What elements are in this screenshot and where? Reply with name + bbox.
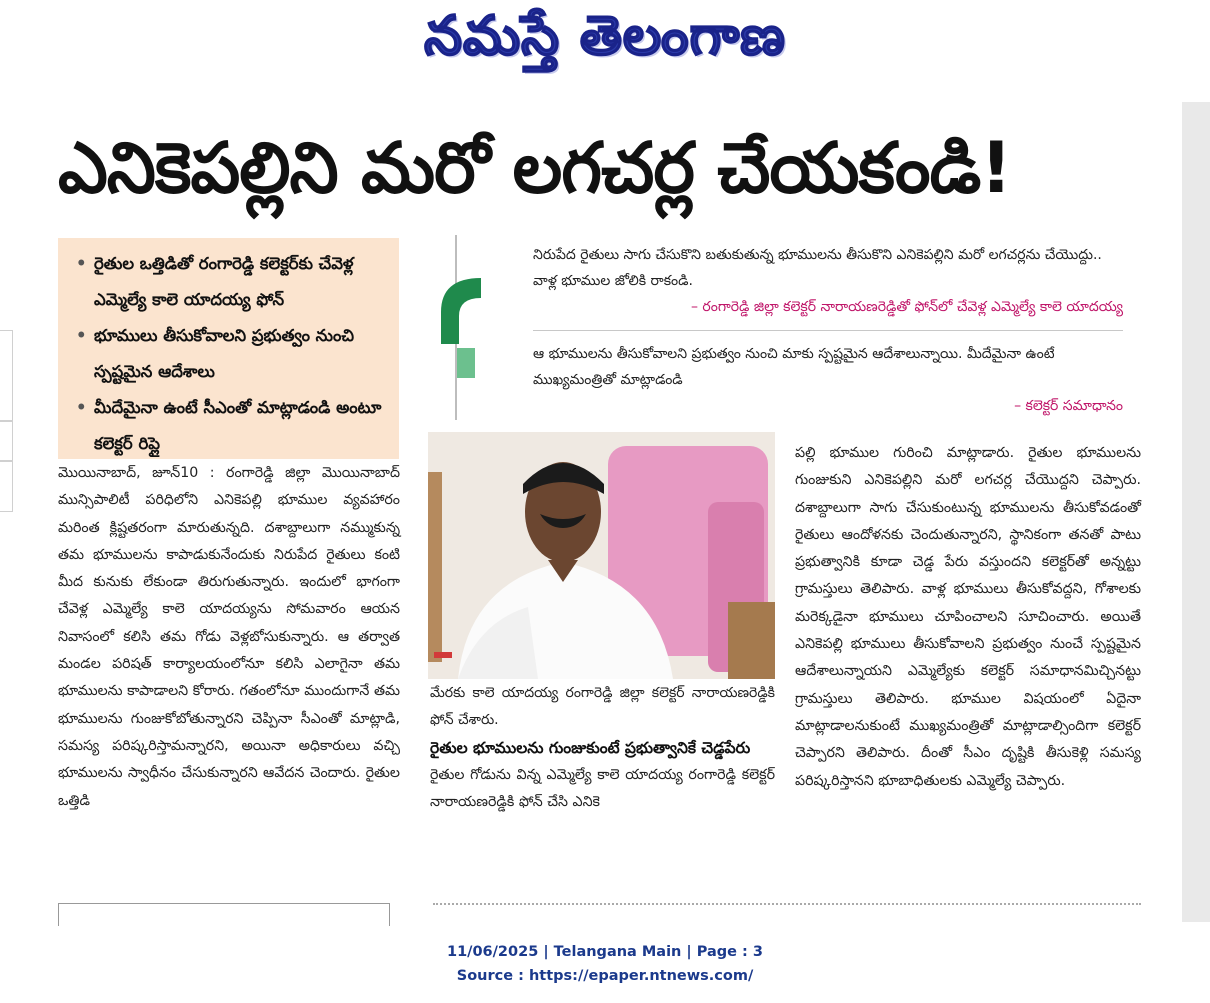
- bullet-icon: •: [76, 326, 87, 345]
- quote-area: [533, 242, 1123, 419]
- quote-mark-icon: [437, 272, 487, 382]
- footer-date-line: 11/06/2025 | Telangana Main | Page : 3: [446, 944, 763, 960]
- summary-text: రైతుల ఒత్తిడితో రంగారెడ్డి కలెక్టర్‌కు చేవెళ్ల ఎమ్మెల్యే కాలె యాదయ్య ఫోన్: [94, 254, 354, 309]
- quote-attribution: – రంగారెడ్డి జిల్లా కలెక్టర్ నారాయణరెడ్డితో ఫోన్‌లో చేవెళ్ల ఎమ్మెల్యే కాలె యాదయ్య: [690, 299, 1123, 315]
- summary-item: [76, 390, 389, 462]
- adjacent-box: [0, 420, 13, 462]
- page-footer: [0, 940, 1210, 988]
- adjacent-box: [0, 330, 13, 422]
- article-text: మొయినాబాద్, జూన్10 : రంగారెడ్డి జిల్లా మొయినాబాద్ మున్సిపాలిటీ పరిధిలోని ఎనికెపల్లి భూముల వ్యవహారం మరింత క్లిష్టతరంగా మారుతున్నది. దశాబ్దాలుగా నమ్ముకున్న తమ భూములను కాపాడుకునేందుకు నిరుపేద రైతులు కంటి మీద కునుకు లేకుండా తిరుగుతున్నారు. ఇందులో భాగంగా చేవెళ్ల ఎమ్మెల్యే కాలె యాదయ్యను సోమవారం ఆయన నివాసంలో కలిసి తమ గోడు వెళ్లబోసుకున్నారు. ఆ తర్వాత మండల పరిషత్ కార్యాలయంలోనూ కలిసి ఎలాగైనా తమ భూములను కాపాడాలని కోరారు. గతంలోనూ ముందుగానే తమ భూములను గుంజుకోబోతున్నారని చెప్పినా సీఎంతో మాట్లాడి, సమస్య పరిష్కరిస్తామన్నారని, అయినా అధికారులు వచ్చి భూములను స్వాధీనం చేసుకున్నారని ఆవేదన చెందారు. రైతుల ఒత్తిడి: [58, 465, 400, 809]
- quote-text: నిరుపేద రైతులు సాగు చేసుకొని బతుకుతున్న భూములను తీసుకొని ఎనికెపల్లిని మరో లగచర్లను చేయొద్దు.. వాళ్ల భూముల జోలికి రాకండి.: [533, 247, 1102, 289]
- article-column-right: [795, 440, 1141, 795]
- summary-item: [76, 318, 389, 390]
- summary-box: [58, 238, 399, 459]
- article-column-middle: [430, 680, 775, 817]
- adjacent-article-strip: [0, 230, 12, 910]
- quote-attribution: – కలెక్టర్ సమాధానం: [1014, 398, 1123, 414]
- quote-separator: [533, 330, 1123, 331]
- dotted-rule: [433, 903, 1141, 909]
- article-photo: [428, 432, 775, 679]
- summary-text: మీదేమైనా ఉంటే సీఎంతో మాట్లాడండి అంటూ కలెక్టర్ రిప్లై: [94, 398, 382, 453]
- article-text: రైతుల గోడును విన్న ఎమ్మెల్యే కాలె యాదయ్య రంగారెడ్డి కలెక్టర్ నారాయణరెడ్డికి ఫోన్ చేసి ఎనికె: [430, 767, 775, 811]
- masthead: [0, 0, 1210, 80]
- bullet-icon: •: [76, 254, 87, 273]
- footer-source-line: Source : https://epaper.ntnews.com/: [456, 968, 754, 984]
- subheading: రైతుల భూములను గుంజుకుంటే ప్రభుత్వానికే చెడ్డపేరు: [430, 739, 751, 757]
- quote-text: ఆ భూములను తీసుకోవాలని ప్రభుత్వం నుంచి మాకు స్పష్టమైన ఆదేశాలున్నాయి. మీదేమైనా ఉంటే ముఖ్యమంత్రితో మాట్లాడండి: [533, 346, 1055, 388]
- page-edge: [1182, 102, 1210, 922]
- article-column-left: [58, 460, 400, 815]
- article-text: పల్లి భూముల గురించి మాట్లాడారు. రైతుల భూములను గుంజుకుని ఎనికెపల్లిని మరో లగచర్ల చేయొద్దని చెప్పారు. దశాబ్దాలుగా సాగు చేసుకుంటున్న భూములను తీసుకోవడంతో రైతులు ఆందోళనకు చెందుతున్నారని, స్థానికంగా తనతో పాటు ప్రభుత్వానికి కూడా చెడ్డ పేరు వస్తుందని కలెక్టర్‌తో అన్నట్టు గ్రామస్తులు తెలిపారు. వాళ్ల భూములు తీసుకోవద్దని, గోశాలకు మరెక్కడైనా భూములు చూపించాలని సూచించారు. అయితే ఎనికెపల్లి భూములు తీసుకోవాలని ప్రభుత్వం నుంచే స్పష్టమైన ఆదేశాలున్నాయని ఎమ్మెల్యేకు కలెక్టర్ సమాధానమిచ్చినట్టు గ్రామస్తులు తెలిపారు. భూముల విషయంలో ఏదైనా మాట్లాడాలనుకుంటే ముఖ్యమంత్రితో మాట్లాడాల్సిందిగా కలెక్టర్ చెప్పారని తెలిపారు. దీంతో సీఎం దృష్టికి తీసుకెళ్లి సమస్య పరిష్కరిస్తానని భూబాధితులకు ఎమ్మెల్యే చెప్పారు.: [795, 445, 1141, 789]
- headline: ఎనికెపల్లిని మరో లగచర్ల చేయకండి!: [58, 127, 1012, 209]
- newspaper-logo: నమస్తే తెలంగాణ: [424, 4, 786, 67]
- adjacent-box: [0, 460, 13, 512]
- summary-item: [76, 246, 389, 318]
- next-article-box: [58, 903, 390, 926]
- photo-caption: మేరకు కాలె యాదయ్య రంగారెడ్డి జిల్లా కలెక్టర్ నారాయణరెడ్డికి ఫోన్ చేశారు.: [430, 685, 775, 728]
- bullet-icon: •: [76, 398, 87, 417]
- summary-text: భూములు తీసుకోవాలని ప్రభుత్వం నుంచి స్పష్టమైన ఆదేశాలు: [94, 326, 354, 381]
